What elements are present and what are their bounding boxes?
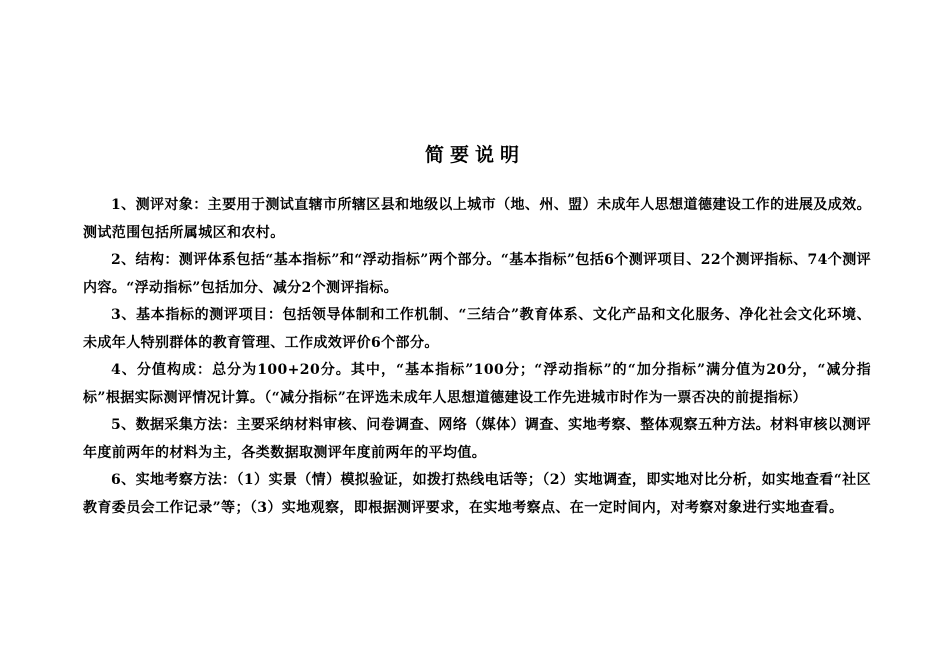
document-title: 简要说明 (424, 144, 525, 166)
paragraph-structure: 2、结构：测评体系包括“基本指标”和“浮动指标”两个部分。“基本指标”包括6个测评项目、22个测评指标、74个测评内容。“浮动指标”包括加分、减分2个测评指标。 (83, 252, 871, 296)
paragraph-score-composition: 4、分值构成：总分为100+20分。其中，“基本指标”100分；“浮动指标”的“加分指标”满分值为20分，“减分指标”根据实际测评情况计算。（“减分指标”在评选未成年人思想道德建设工作先进城市时作为一票否决的前提指标） (83, 362, 871, 406)
paragraph-basic-indicator-items: 3、基本指标的测评项目：包括领导体制和工作机制、“三结合”教育体系、文化产品和文化服务、净化社会文化环境、未成年人特别群体的教育管理、工作成效评价6个部分。 (83, 307, 871, 351)
paragraph-evaluation-target: 1、测评对象：主要用于测试直辖市所辖区县和地级以上城市（地、州、盟）未成年人思想道德建设工作的进展及成效。测试范围包括所属城区和农村。 (83, 197, 871, 241)
paragraph-data-collection: 5、数据采集方法：主要采纳材料审核、问卷调查、网络（媒体）调查、实地考察、整体观察五种方法。材料审核以测评年度前两年的材料为主，各类数据取测评年度前两年的平均值。 (83, 417, 871, 461)
document-body (83, 192, 871, 522)
paragraph-field-inspection: 6、实地考察方法：（1）实景（情）模拟验证，如拨打热线电话等；（2）实地调查，即实地对比分析，如实地查看“社区教育委员会工作记录”等；（3）实地观察，即根据测评要求，在实地考察点、在一定时间内，对考察对象进行实地查看。 (83, 472, 871, 516)
